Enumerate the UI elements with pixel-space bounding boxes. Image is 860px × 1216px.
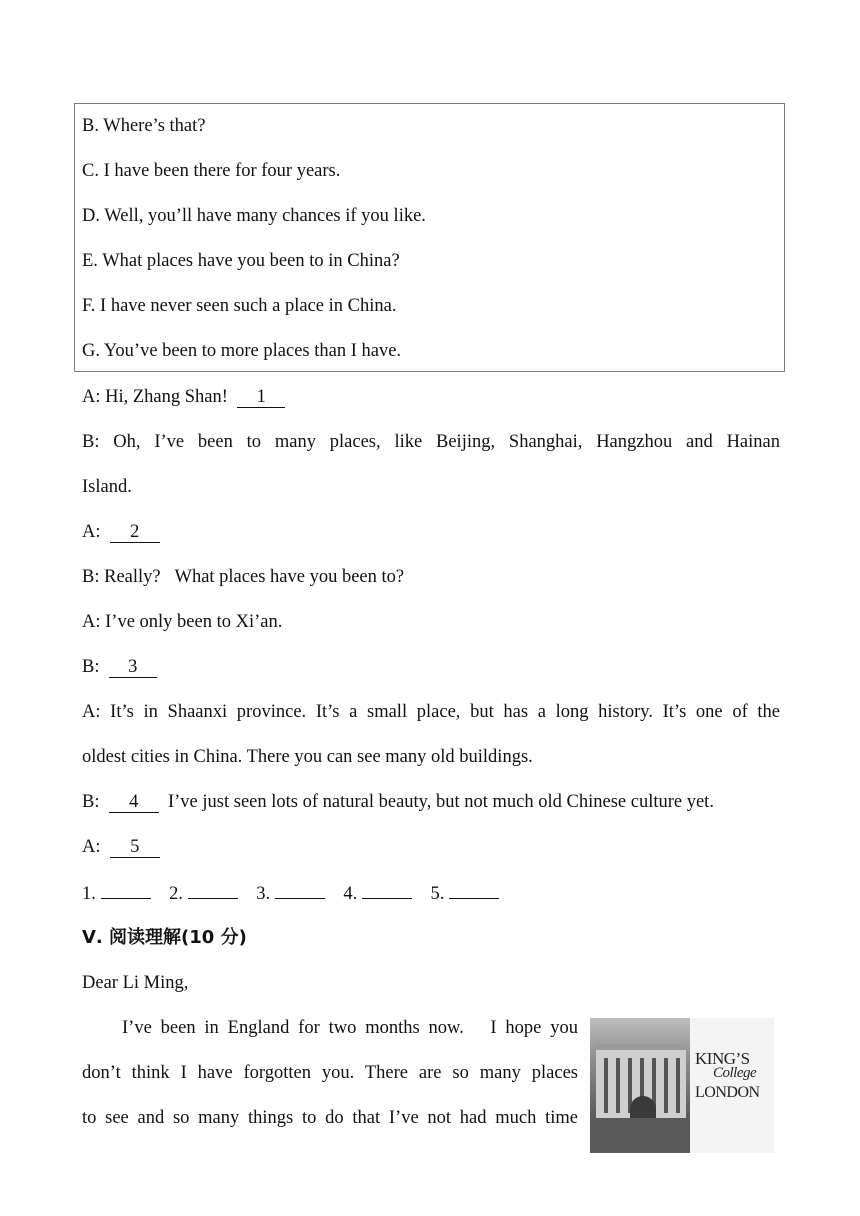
building-photo [590, 1018, 690, 1153]
answer-label-4: 4. [343, 884, 358, 904]
dialog-speaker-text: A: [82, 522, 101, 542]
answer-label-5: 5. [430, 884, 445, 904]
dialog-line-7a: A: It’s in Shaanxi province. It’s a small place, but has a long history. It’s one of the [82, 702, 780, 722]
dialog-line-8 [82, 790, 714, 814]
option-e: E. What places have you been to in China? [82, 251, 400, 271]
option-d: D. Well, you’ll have many chances if you like. [82, 206, 426, 226]
dialog-line-4: B: Really? What places have you been to? [82, 567, 405, 587]
letter-line-2: don’t think I have forgotten you. There are so many places [82, 1063, 578, 1083]
dialog-line-2b: Island. [82, 477, 132, 497]
answer-blank-4 [362, 880, 412, 899]
answer-blank-3 [275, 880, 325, 899]
dialog-speaker-text: A: [82, 837, 101, 857]
blank-5: 5 [110, 837, 160, 858]
dialog-line-7b: oldest cities in China. There you can see many old buildings. [82, 747, 533, 767]
option-f: F. I have never seen such a place in China. [82, 296, 397, 316]
section-title: Ⅴ. 阅读理解(10 分) [82, 927, 247, 948]
answer-blank-5 [449, 880, 499, 899]
blank-2: 2 [110, 522, 160, 543]
logo-line-1: KING’S [695, 1049, 750, 1068]
answer-label-3: 3. [256, 884, 271, 904]
dialog-line-6 [82, 655, 157, 679]
dialog-line-8-rest: I’ve just seen lots of natural beauty, but not much old Chinese culture yet. [167, 792, 714, 812]
answer-label-1: 1. [82, 884, 96, 904]
blank-4: 4 [109, 792, 159, 813]
dialog-speaker-text: A: Hi, Zhang Shan! [82, 387, 228, 407]
letter-line-1: I’ve been in England for two months now. I hope you [122, 1018, 578, 1038]
dialog-speaker-text: B: [82, 657, 100, 677]
dialog-line-5: A: I’ve only been to Xi’an. [82, 612, 283, 632]
kings-college-image [590, 1018, 774, 1153]
logo-line-3: LONDON [695, 1084, 760, 1101]
blank-3: 3 [109, 657, 157, 678]
option-g: G. You’ve been to more places than I have. [82, 341, 402, 361]
options-box [74, 103, 785, 372]
option-c: C. I have been there for four years. [82, 161, 341, 181]
letter-greeting: Dear Li Ming, [82, 973, 189, 993]
kings-college-logo [695, 1050, 773, 1102]
answer-blank-2 [188, 880, 238, 899]
answer-row [82, 880, 513, 906]
blank-1: 1 [237, 387, 285, 408]
option-b: B. Where’s that? [82, 116, 206, 136]
letter-line-3: to see and so many things to do that I’ve not had much time [82, 1108, 578, 1128]
answer-blank-1 [101, 880, 151, 899]
dialog-line-3 [82, 520, 160, 544]
dialog-line-9 [82, 835, 160, 859]
logo-line-2: College [713, 1065, 757, 1081]
dialog-speaker-text: B: [82, 792, 100, 812]
answer-label-2: 2. [169, 884, 183, 904]
dialog-line-2a: B: Oh, I’ve been to many places, like Beijing, Shanghai, Hangzhou and Hainan [82, 432, 780, 452]
dialog-line-1 [82, 385, 285, 409]
